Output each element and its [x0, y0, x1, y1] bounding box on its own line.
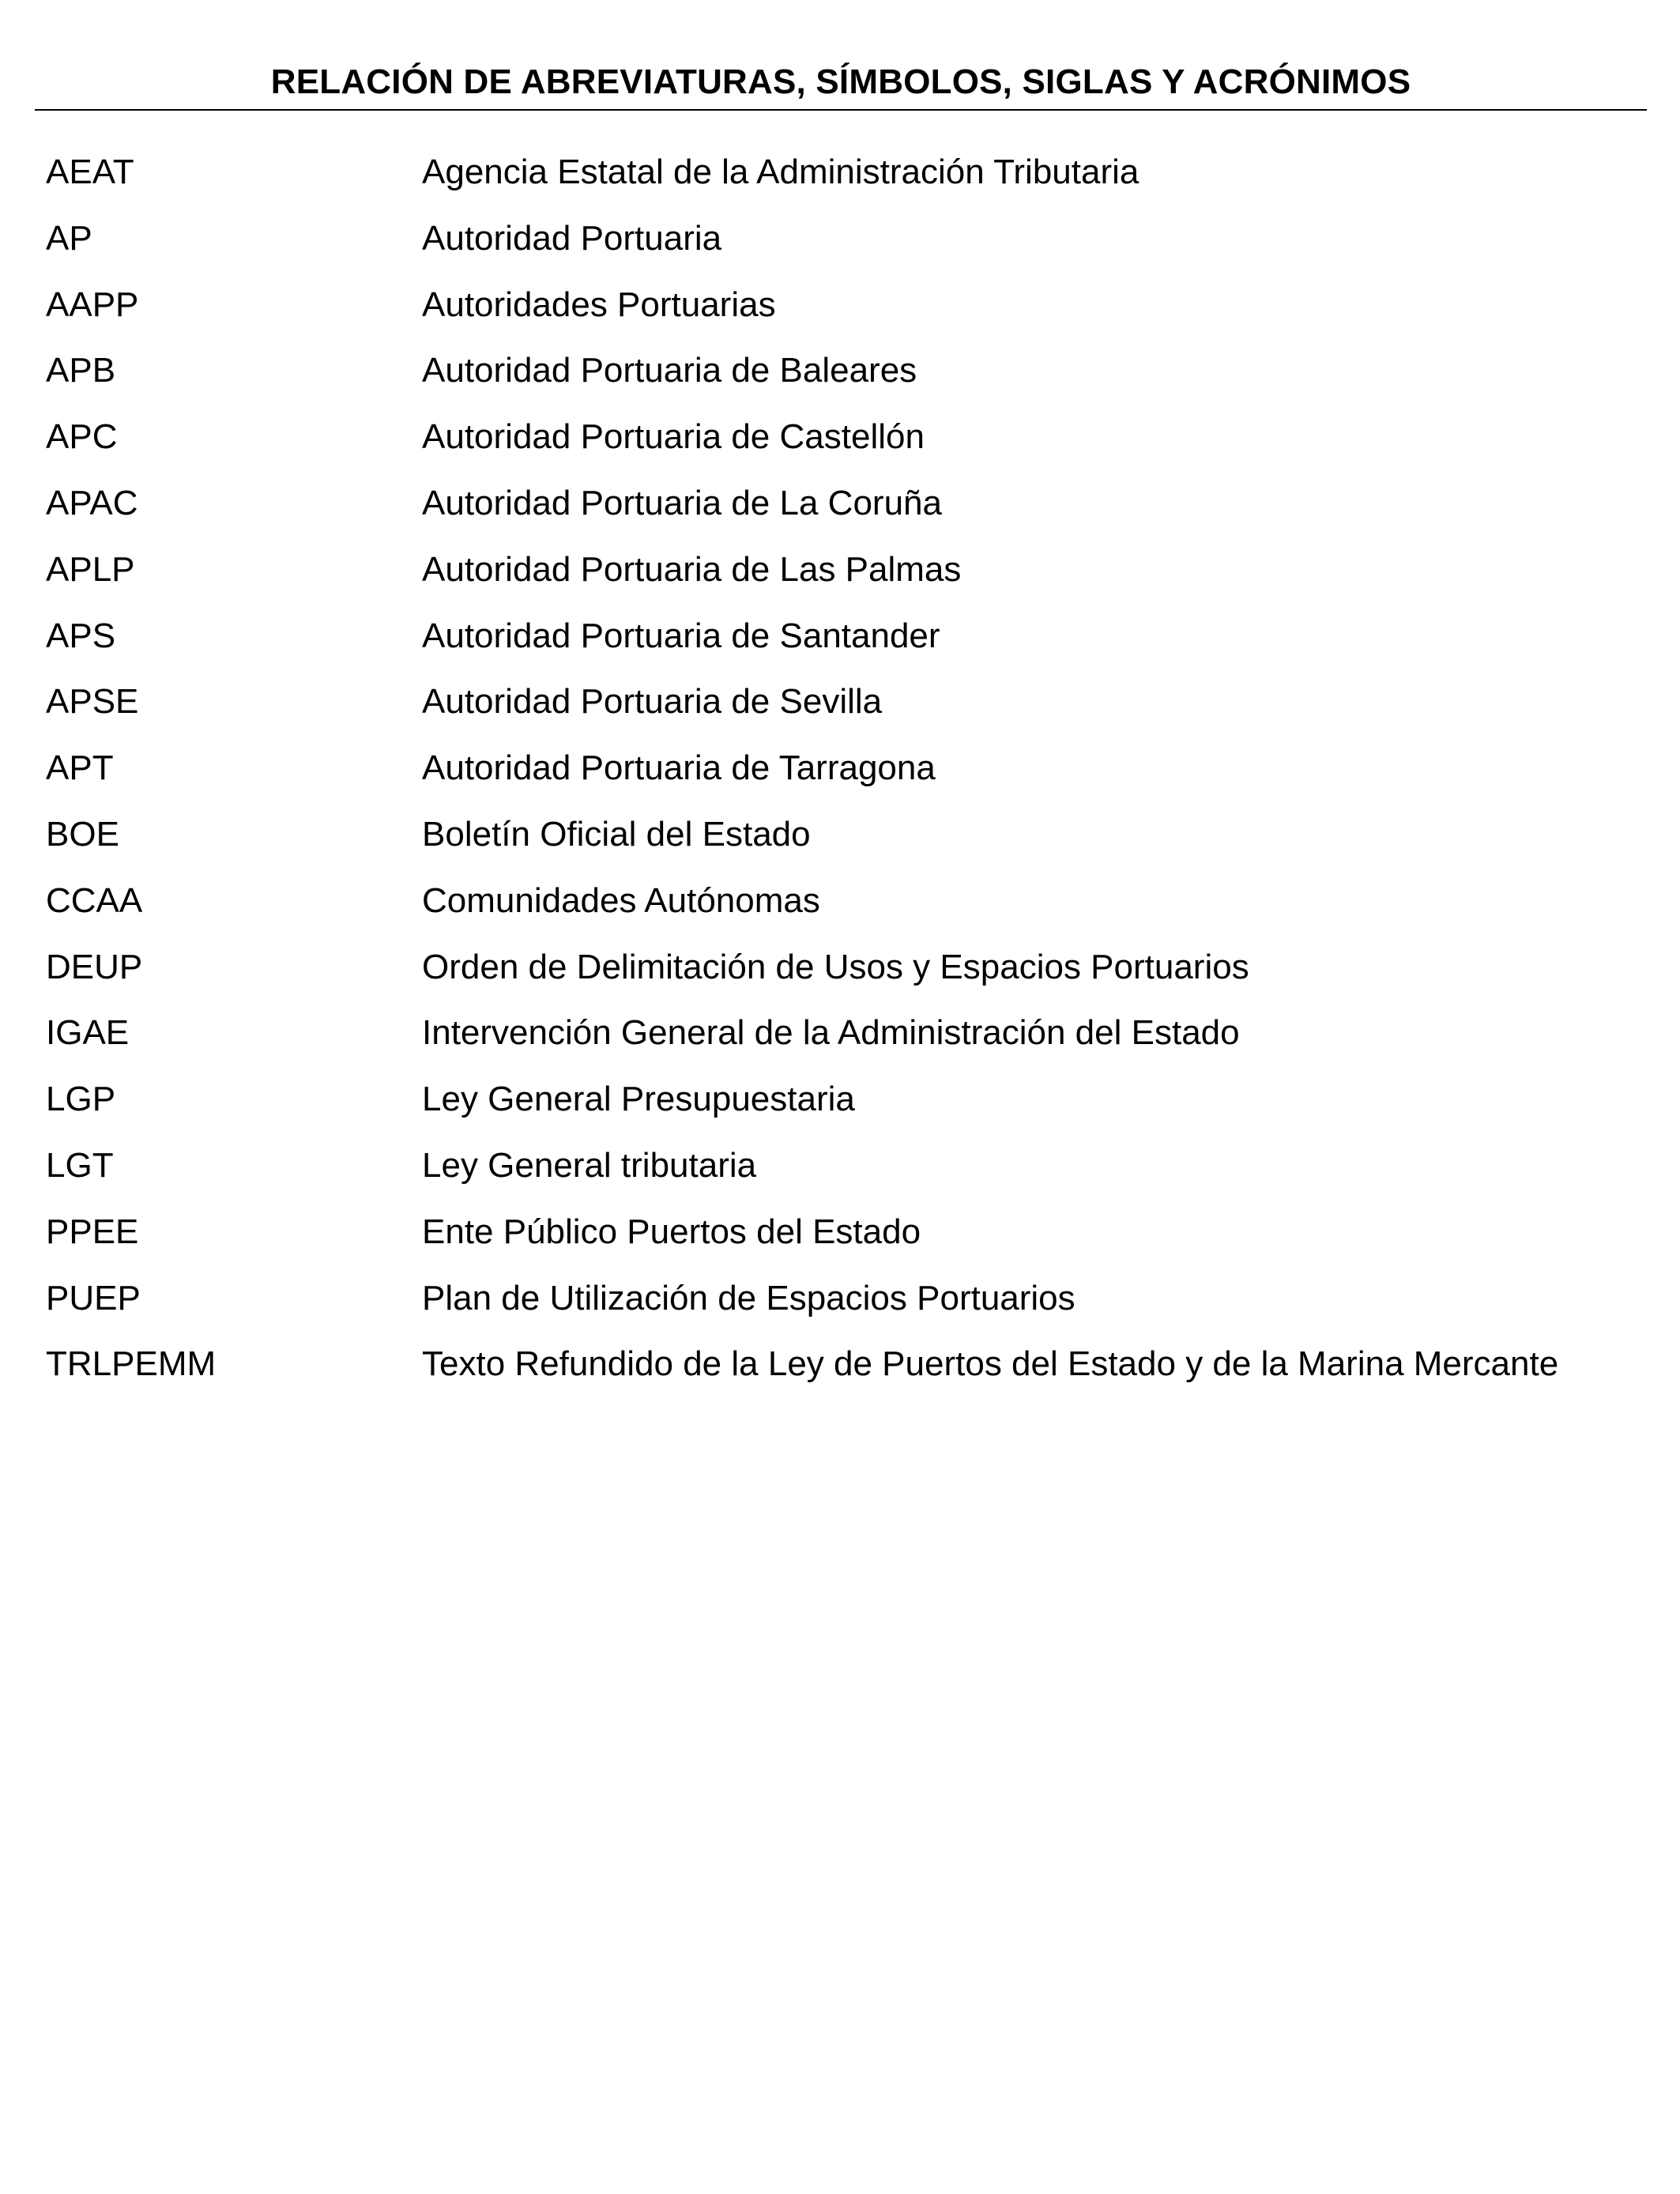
abbreviation-row: [46, 149, 1658, 215]
abbreviation-code: APSE: [46, 682, 139, 722]
abbreviation-meaning: Ley General tributaria: [422, 1145, 757, 1185]
abbreviation-code: AEAT: [46, 153, 134, 191]
abbreviation-code: APAC: [46, 483, 138, 522]
abbreviation-row: [46, 1009, 1658, 1076]
abbreviation-row: [46, 1076, 1658, 1142]
abbreviation-row: [46, 1208, 1658, 1275]
abbreviation-row: [46, 1275, 1658, 1341]
abbreviation-meaning: Agencia Estatal de la Administración Tributaria: [422, 153, 1139, 191]
abbreviation-row: [46, 347, 1658, 413]
abbreviation-meaning: Texto Refundido de la Ley de Puertos del Estado y de la Marina Mercante: [422, 1344, 1559, 1384]
abbreviation-row: [46, 877, 1658, 944]
abbreviation-code: TRLPEMM: [46, 1344, 217, 1384]
abbreviation-meaning: Plan de Utilización de Espacios Portuarios: [422, 1278, 1075, 1318]
abbreviation-meaning: Intervención General de la Administración del Estado: [422, 1013, 1240, 1053]
title-divider: [35, 109, 1647, 111]
abbreviation-code: PUEP: [46, 1278, 141, 1318]
abbreviation-row: [46, 944, 1658, 1010]
abbreviation-code: PPEE: [46, 1212, 139, 1251]
abbreviation-code: CCAA: [46, 880, 143, 920]
page-title: RELACIÓN DE ABREVIATURAS, SÍMBOLOS, SIGLAS Y ACRÓNIMOS: [270, 62, 1411, 101]
abbreviation-row: [46, 1142, 1658, 1208]
abbreviation-meaning: Autoridad Portuaria de La Coruña: [422, 483, 942, 522]
abbreviation-row: [46, 613, 1658, 679]
abbreviation-meaning: Comunidades Autónomas: [422, 880, 820, 920]
abbreviation-meaning: Autoridad Portuaria de Santander: [422, 616, 940, 655]
abbreviation-row: [46, 281, 1658, 348]
abbreviation-code: IGAE: [46, 1013, 130, 1053]
abbreviation-code: APB: [46, 351, 116, 390]
abbreviation-meaning: Autoridad Portuaria de Tarragona: [422, 748, 936, 788]
abbreviation-code: APLP: [46, 549, 135, 589]
abbreviation-meaning: Autoridades Portuarias: [422, 285, 776, 324]
abbreviation-meaning: Autoridad Portuaria de Castellón: [422, 417, 925, 457]
abbreviation-code: APT: [46, 748, 114, 788]
abbreviation-row: [46, 811, 1658, 877]
abbreviation-meaning: Boletín Oficial del Estado: [422, 814, 811, 854]
abbreviation-meaning: Autoridad Portuaria de Sevilla: [422, 682, 883, 722]
abbreviation-code: LGT: [46, 1145, 114, 1185]
abbreviation-row: [46, 678, 1658, 745]
abbreviation-row: [46, 215, 1658, 281]
abbreviation-code: AP: [46, 218, 92, 258]
abbreviation-row: [46, 480, 1658, 546]
abbreviation-code: AAPP: [46, 285, 139, 324]
abbreviation-meaning: Orden de Delimitación de Usos y Espacios Portuarios: [422, 947, 1249, 986]
abbreviation-row: [46, 546, 1658, 613]
abbreviation-row: [46, 1340, 1658, 1407]
abbreviation-code: APC: [46, 417, 118, 457]
abbreviation-list: [46, 149, 1658, 1407]
abbreviation-meaning: Autoridad Portuaria de Baleares: [422, 351, 917, 390]
abbreviation-meaning: Ente Público Puertos del Estado: [422, 1212, 921, 1251]
abbreviation-code: APS: [46, 616, 116, 655]
abbreviation-meaning: Autoridad Portuaria: [422, 218, 722, 258]
abbreviation-code: DEUP: [46, 947, 143, 986]
abbreviation-meaning: Autoridad Portuaria de Las Palmas: [422, 549, 962, 589]
abbreviation-row: [46, 745, 1658, 811]
abbreviation-code: BOE: [46, 814, 119, 854]
abbreviation-meaning: Ley General Presupuestaria: [422, 1080, 855, 1119]
abbreviation-row: [46, 413, 1658, 480]
abbreviation-code: LGP: [46, 1080, 116, 1119]
